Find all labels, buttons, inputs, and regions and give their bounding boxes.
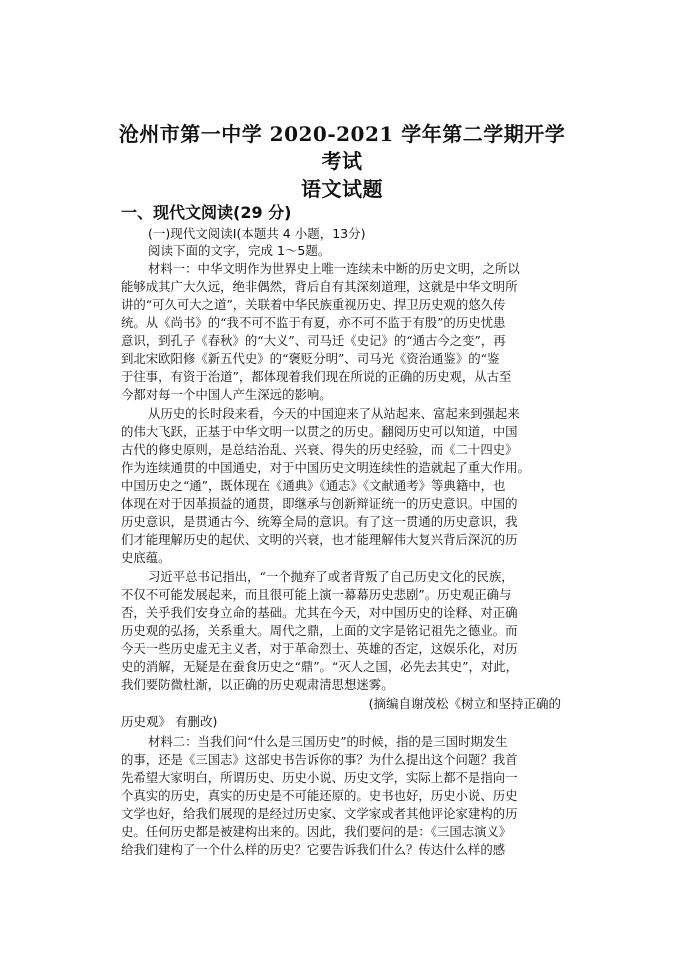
source-citation: (摘编自谢茂松《树立和坚持正确的 (368, 696, 561, 711)
text-line: 材料一：中华文明作为世界史上唯一连续未中断的历史文明，之所以 (148, 261, 520, 276)
text-line: 们才能理解历史的起伏、文明的兴衰，也才能理解伟大复兴背后深沉的历 (121, 532, 518, 547)
instruction: 阅读下面的文字，完成 1～5题。 (148, 243, 331, 258)
text-line: 讲的“可久可大之道”，关联着中华民族重视历史、捍卫历史观的悠久传 (121, 297, 506, 312)
text-line: 历史观的弘扬，关系重大。周代之鼎，上面的文字是铭记祖先之德业。而 (121, 623, 518, 638)
section-heading: 一、现代文阅读(29 分) (121, 203, 292, 222)
text-line: 史的消解，无疑是在蚕食历史之“鼎”。“灭人之国，必先去其史”，对此， (121, 659, 519, 674)
text-line: 我们要防微杜渐，以正确的历史观肃清思想迷雾。 (121, 677, 394, 692)
text-line: 个真实的历史，真实的历史是不可能还原的。史书也好，历史小说、历史 (121, 788, 518, 803)
text-line: 古代的修史原则，是总结治乱、兴衰、得失的历史经验，而《二十四史》 (121, 442, 518, 457)
text-line: 作为连续通贯的中国通史，对于中国历史文明连续性的造就起了重大作用。 (121, 460, 530, 475)
text-line: 材料二：当我们问“什么是三国历史”的时候，指的是三国时期发生 (148, 734, 508, 749)
text-line: 今天一些历史虚无主义者，对于革命烈士、英雄的否定，这娱乐化，对历 (121, 641, 518, 656)
text-line: 统。从《尚书》的“我不可不监于有夏，亦不可不监于有殷”的历史忧患 (121, 315, 506, 330)
text-line: 习近平总书记指出，“一个抛弃了或者背叛了自己历史文化的民族， (148, 569, 514, 584)
text-line: 史。任何历史都是被建构出来的。因此，我们要问的是：《三国志演义》 (121, 824, 512, 839)
text-line: 历史意识，是贯通古今、统筹全局的意识。有了这一贯通的历史意识，我 (121, 514, 518, 529)
text-line: 今都对每一个中国人产生深远的影响。 (121, 387, 332, 402)
text-line: 意识，到孔子《春秋》的“大义”、司马迁《史记》的“通古今之变”，再 (121, 333, 506, 348)
text-line: 能够成其广大久远，绝非偶然，背后自有其深刻道理，这就是中华文明所 (121, 279, 518, 294)
text-line: 从历史的长时段来看，今天的中国迎来了从站起来、富起来到强起来 (148, 406, 520, 421)
text-line: 中国历史之“通”，既体现在《通典》《通志》《文献通考》等典籍中，也 (121, 478, 506, 493)
text-line: 的伟大飞跃，正基于中华文明一以贯之的历史。翻阅历史可以知道，中国 (121, 424, 518, 439)
text-line: 到北宋欧阳修《新五代史》的“褒贬分明”、司马光《资治通鉴》的“鉴 (121, 351, 500, 366)
text-line: 史底蕴。 (121, 550, 171, 565)
source-citation: 历史观》 有删改) (121, 714, 218, 729)
text-line: 给我们建构了一个什么样的历史？它要告诉我们什么？传达什么样的感 (121, 842, 506, 857)
text-line: 先希望大家明白，所谓历史、历史小说、历史文学，实际上都不是指向一 (121, 770, 518, 785)
exam-title-line3: 语文试题 (301, 177, 383, 201)
text-line: 不仅不可能发展起来，而且很可能上演一幕幕历史悲剧”。历史观正确与 (121, 587, 512, 602)
exam-title-line2: 考试 (321, 149, 363, 173)
text-line: 否，关乎我们安身立命的基础。尤其在今天，对中国历史的诠释、对正确 (121, 605, 518, 620)
text-line: 文学也好，给我们展现的是经过历史家、文学家或者其他评论家建构的历 (121, 806, 518, 821)
sub-heading: (一)现代文阅读Ⅰ(本题共 4 小题，13分) (148, 226, 366, 241)
exam-title-line1: 沧州市第一中学 2020-2021 学年第二学期开学 (118, 122, 566, 146)
text-line: 于往事，有资于治道”，都体现着我们现在所说的正确的历史观，从古至 (121, 369, 512, 384)
text-line: 的事，还是《三国志》这部史书告诉你的事？为什么提出这个问题？我首 (121, 752, 518, 767)
text-line: 体现在对于因革损益的通贯，即继承与创新辩证统一的历史意识。中国的 (121, 496, 518, 511)
